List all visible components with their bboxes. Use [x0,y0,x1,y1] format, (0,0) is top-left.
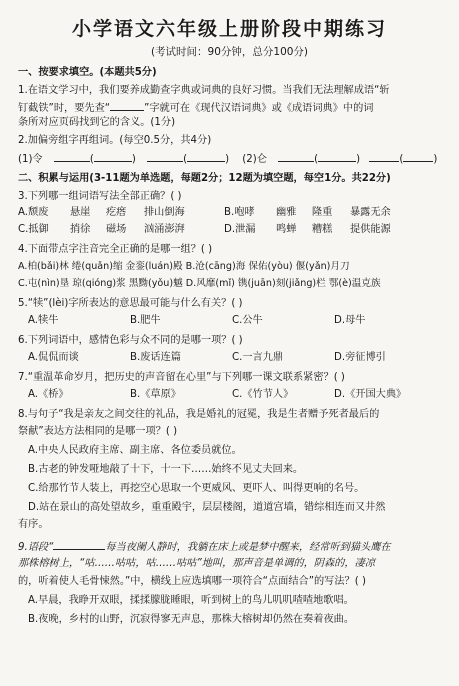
q3-word: 提供能源 [350,224,391,235]
section-1-heading: 一、按要求填空。(本题共5分) [18,67,157,78]
q3-option-d[interactable]: D.泄漏 [224,224,256,235]
q3-word: 幽雅 [276,207,297,218]
q8-option-d-line-2: 有序。 [18,519,49,530]
q2-blank-3[interactable] [147,151,183,162]
q4-prompt: 4.下面带点字注音完全正确的是哪一组？( ) [18,244,213,255]
q2-blank-6[interactable] [318,151,356,162]
q2-char-2: (2)仑 [242,154,267,165]
q2-blank-8[interactable] [403,151,433,162]
q8-prompt-1: 8.与句子“我是亲友之间交往的礼品，我是婚礼的冠冕，我是生者赠予死者最后的 [18,409,380,420]
q2-blanks: (1)令 ( ) ( ) (2)仑 ( ) ( ) [18,151,447,167]
q2-blank-5[interactable] [278,151,314,162]
q1-text-a: 钉截铁”时，要先查“ [18,103,111,114]
q9-answer-blank[interactable] [53,539,105,550]
q3-word: 疙瘩 [106,207,127,218]
q6-options [28,351,447,365]
q3-option-a[interactable]: A.颓废 [18,207,49,218]
q1-text-b: ”字就可在《现代汉语词典》或《成语词典》中的词 [144,103,374,114]
q1-line-3: 条所对应页码找到它的含义。(1分) [18,117,176,128]
q7-option-b[interactable]: B.《草原》 [130,389,181,400]
q9-text-b: 每当夜阑人静时，我躺在床上或是梦中醒来，经常听到猫头鹰在 [105,542,391,553]
q9-prompt-1 [18,539,447,555]
q5-option-d[interactable]: D.母牛 [334,315,366,326]
q7-option-c[interactable]: C.《竹节人》 [232,389,294,400]
q1-line-1: 1.在语文学习中，我们要养成勤查字典或词典的良好习惯。当我们无法理解成语“斩 [18,85,390,96]
q2-blank-2[interactable] [94,151,132,162]
q1-answer-blank[interactable] [110,100,144,111]
q2-prompt: 2.加偏旁组字再组词。(每空0.5分，共4分) [18,135,212,146]
q5-options [28,314,447,328]
q8-option-b[interactable]: B.古老的钟发哑地敲了十下，十一下……始终不见丈夫回来。 [28,464,304,475]
q8-prompt-2: 祭献”表达方法相同的是哪一项？( ) [18,426,178,437]
q3-option-c[interactable]: C.抵御 [18,224,49,235]
q4-options-row-1: A.柏(bǎi)林 绻(quǎn)缩 金銮(luán)殿 B.沧(cāng)海 保佑(yòu) 偃(yǎn)月刀 [18,261,350,272]
q1-line-2 [18,100,447,116]
q7-options [28,388,447,402]
exam-info: (考试时间：90分钟，总分100分) [150,46,309,58]
q2-blank-4[interactable] [187,151,225,162]
q3-options-row-2 [18,223,447,237]
q2-blank-1[interactable] [54,151,90,162]
q5-option-a[interactable]: A.犊牛 [28,315,59,326]
q3-word: 排山倒海 [144,207,185,218]
q3-word: 捎徐 [70,224,91,235]
q9-option-a[interactable]: A.早晨，我睁开双眼，揉揉朦胧睡眼，听到树上的鸟儿叽叽喳喳地歌唱。 [28,595,354,606]
q8-option-a[interactable]: A.中央人民政府主席、副主席、各位委员就位。 [28,445,242,456]
q2-blank-7[interactable] [369,151,399,162]
q3-word: 糟糕 [312,224,333,235]
q3-word: 鸣蝉 [276,224,297,235]
q3-word: 悬崖 [70,207,91,218]
q5-option-c[interactable]: C.公牛 [232,315,263,326]
q7-prompt: 7.“重温革命岁月，把历史的声音留在心里”与下列哪一课文联系紧密？( ) [18,372,345,383]
q8-option-c[interactable]: C.给那竹节人装上，再挖空心思取一个更威风、更吓人、叫得更响的名号。 [28,483,365,494]
q6-option-c[interactable]: C.一言九鼎 [232,352,284,363]
q4-options-row-2: C.屯(nìn)垦 琼(qióng)浆 黑黝(yǒu)魆 D.风靡(mǐ) 镌(juān)刻(jiǎng)栏 鄂(è)温克族 [18,278,381,289]
q2-char-1: (1)令 [18,154,43,165]
q3-word: 汹涌澎湃 [144,224,185,235]
q5-option-b[interactable]: B.肥牛 [130,315,161,326]
page-title: 小学语文六年级上册阶段中期练习 [71,18,387,40]
q3-word: 暴露无余 [350,207,391,218]
q3-options-row-1 [18,206,447,220]
q3-word: 磁场 [106,224,127,235]
q7-option-d[interactable]: D.《开国大典》 [334,389,407,400]
section-2-heading: 二、积累与运用(3-11题为单选题，每题2分；12题为填空题，每空1分。共22分) [18,173,391,184]
q6-option-a[interactable]: A.侃侃而谈 [28,352,79,363]
q7-option-a[interactable]: A.《桥》 [28,389,69,400]
q9-prompt-2: 那株榕树上，“咕……咕咕，咕……咕咕”地叫，那声音是单调的，阴森的，凄凉 [18,558,375,569]
q8-option-d-line-1[interactable]: D.站在景山的高处望故乡，重重殿宇，层层楼阁，道道宫墙，错综相连而又井然 [28,502,386,513]
q5-prompt: 5.“犊”(lèi)字所表达的意思最可能与什么有关？( ) [18,298,243,309]
q9-prompt-3: 的，听着使人毛骨悚然。”中，横线上应选填哪一项符合“点面结合”的写法？( ) [18,576,366,587]
q9-option-b[interactable]: B.夜晚，乡村的山野，沉寂得寥无声息，那株大榕树却仍然在奏着夜曲。 [28,614,355,625]
q3-word: 隆重 [312,207,333,218]
q3-prompt: 3.下列哪一组词语写法全部正确？( ) [18,191,182,202]
q6-prompt: 6.下列词语中，感情色彩与众不同的是哪一项？( ) [18,335,243,346]
q6-option-d[interactable]: D.旁征博引 [334,352,386,363]
q9-text-a: 9.语段“ [18,542,54,553]
q3-option-b[interactable]: B.咆哮 [224,207,255,218]
q6-option-b[interactable]: B.废话连篇 [130,352,181,363]
